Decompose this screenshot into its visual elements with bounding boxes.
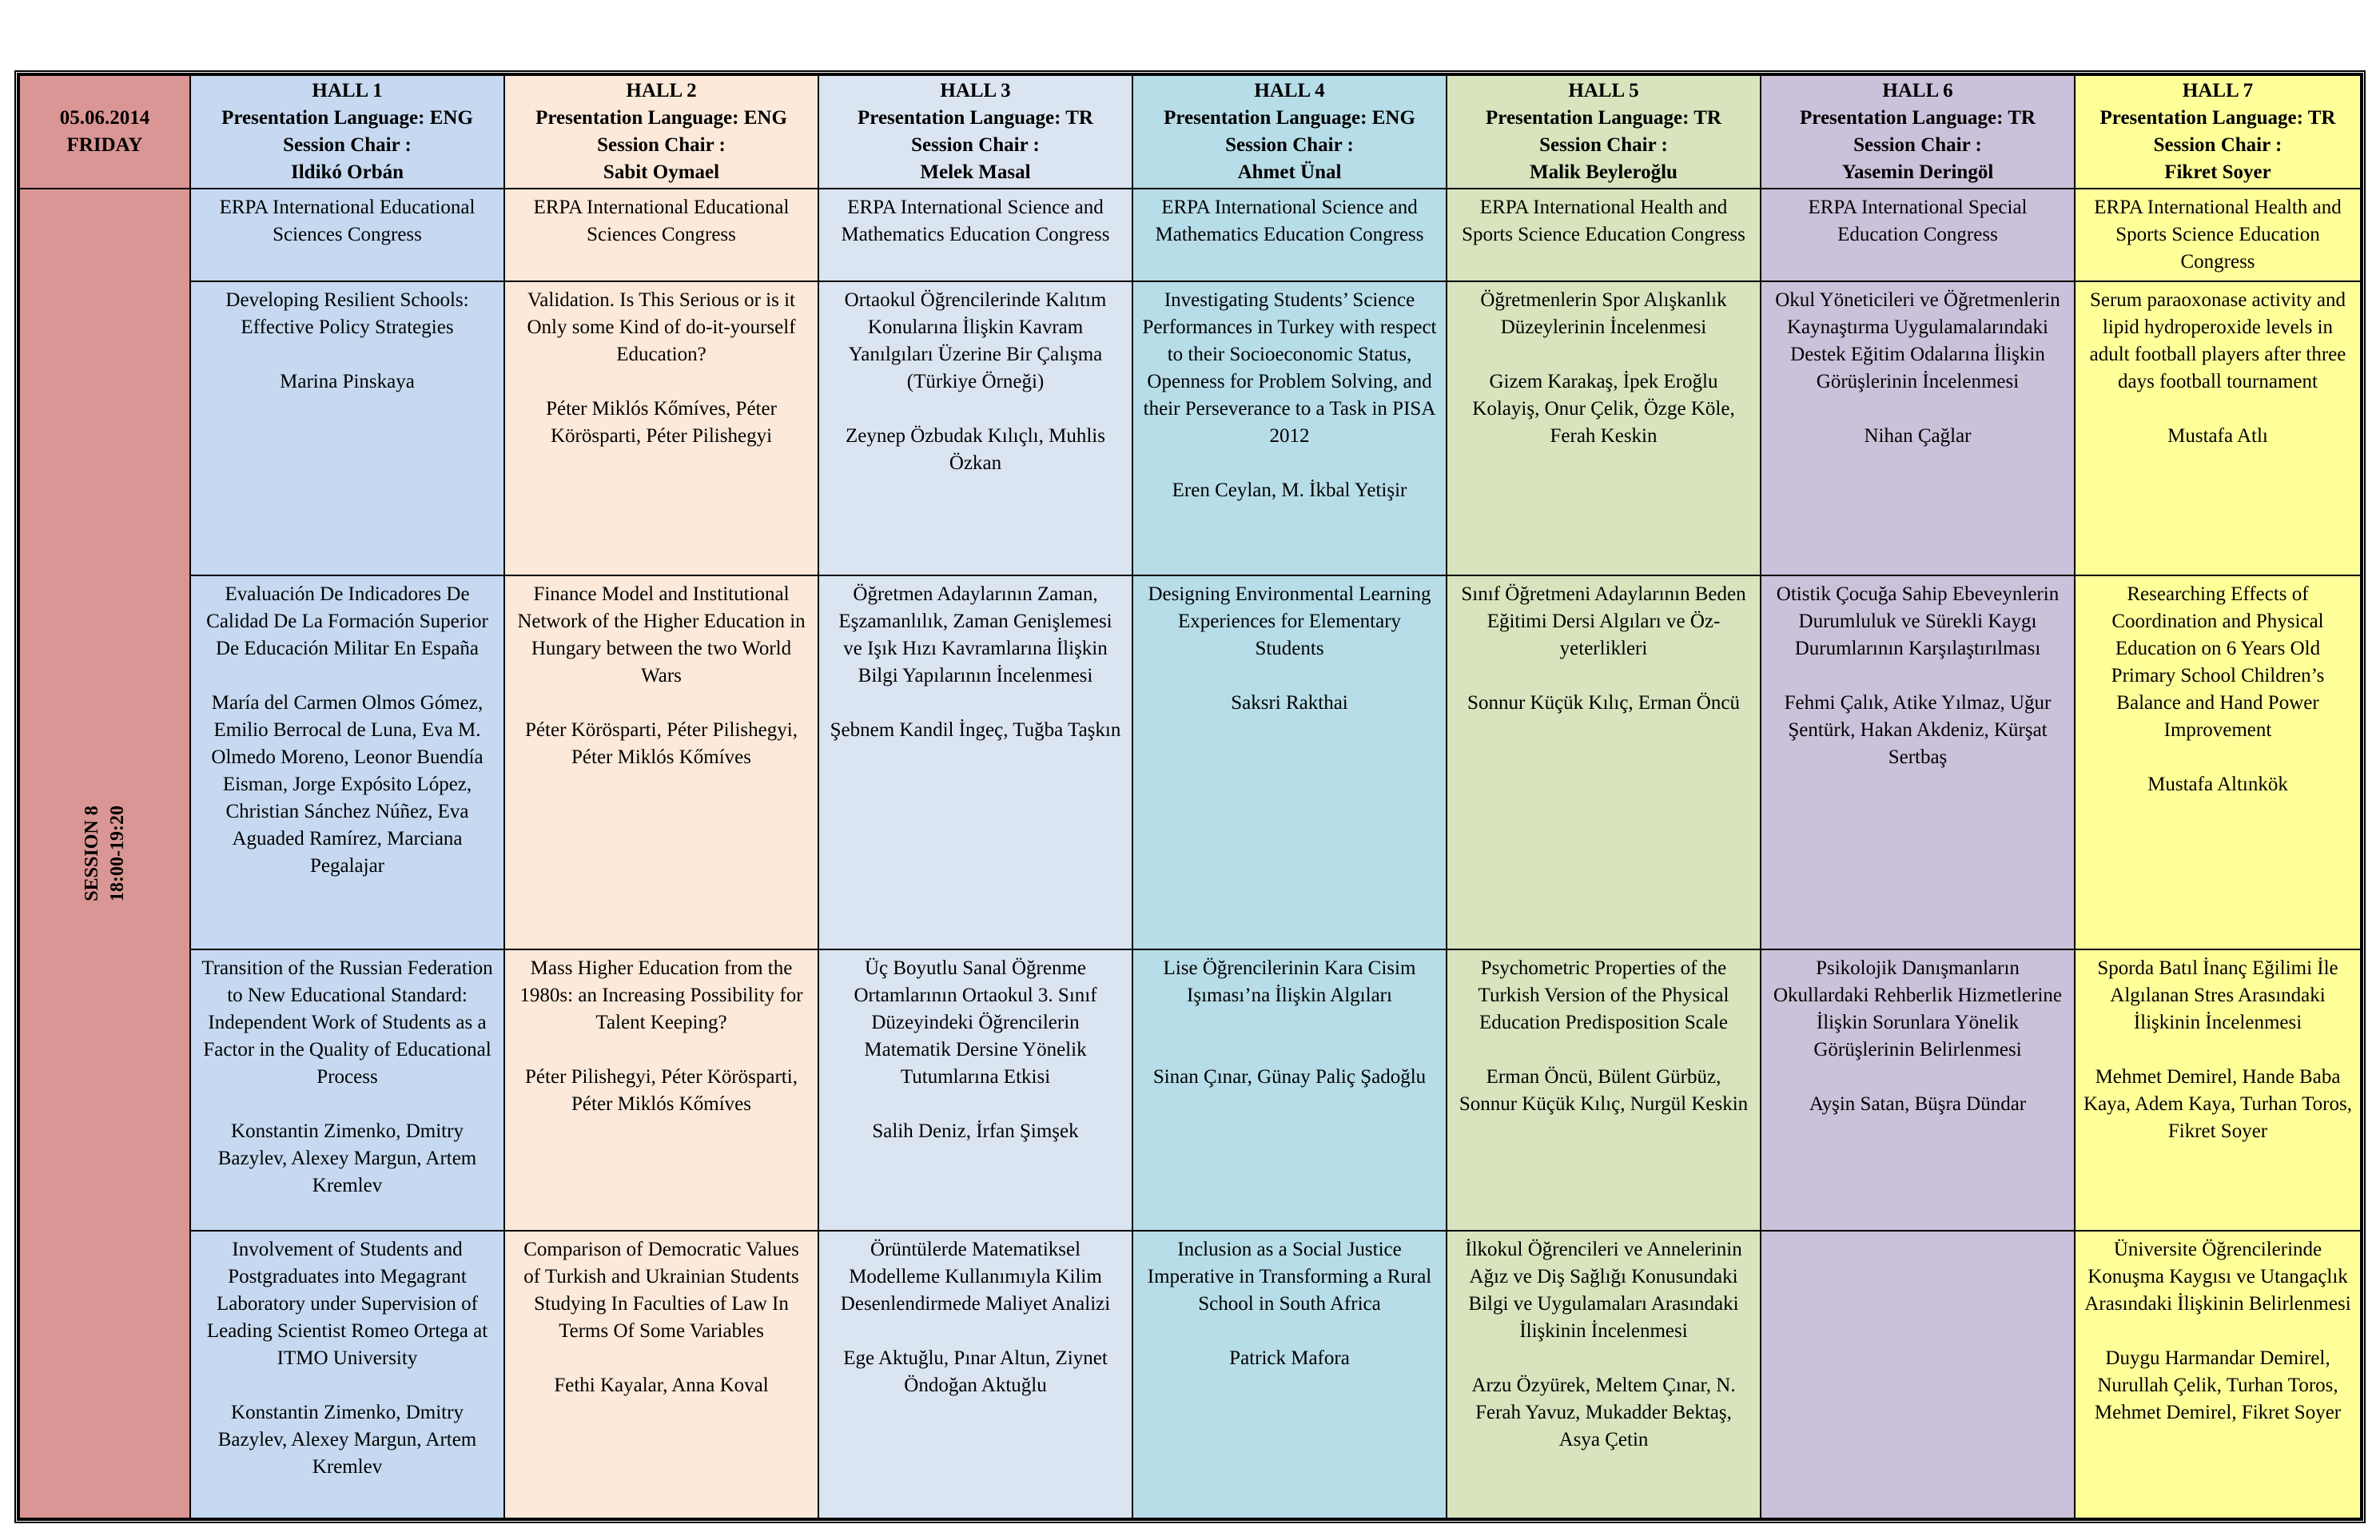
- presentation-cell: [1132, 575, 1447, 949]
- presentation-title: Finance Model and Institutional Network of the Higher Education in Hungary between the two World Wars: [517, 583, 806, 686]
- session-chair-name: Malik Beyleroğlu: [1530, 161, 1678, 183]
- presentation-authors: Patrick Mafora: [1229, 1347, 1350, 1369]
- spacer: [513, 368, 810, 396]
- hall-header-7: [2075, 75, 2361, 189]
- spacer: [827, 690, 1124, 717]
- presentation-cell: [1132, 1231, 1447, 1518]
- spacer: [199, 341, 496, 368]
- presentation-authors: Ayşin Satan, Büşra Dündar: [1809, 1093, 2027, 1115]
- session-cell: [19, 189, 190, 1518]
- presentation-title: Mass Higher Education from the 1980s: an Increasing Possibility for Talent Keeping?: [519, 957, 803, 1033]
- presentation-cell: [2075, 281, 2361, 575]
- schedule-frame: [14, 70, 2366, 1523]
- presentation-title: Investigating Students’ Science Performances in Turkey with respect to their Socioeconomic Status, Openness for Problem Solving, and their Perseverance to a Task in PISA 2012: [1142, 289, 1437, 447]
- presentation-cell: [1132, 281, 1447, 575]
- session-time: 18:00-19:20: [107, 806, 128, 901]
- presentation-title: Okul Yöneticileri ve Öğretmenlerin Kaynaştırma Uygulamalarındaki Destek Eğitim Odalarına İlişkin Görüşlerinin İncelenmesi: [1775, 289, 2060, 392]
- presentation-cell: [2075, 1231, 2361, 1518]
- hall-name: HALL 3: [940, 80, 1011, 101]
- presentation-cell: [2075, 949, 2361, 1231]
- hall-language: Presentation Language: TR: [2099, 107, 2336, 129]
- spacer: [1141, 450, 1438, 477]
- presentation-authors: Mehmet Demirel, Hande Baba Kaya, Adem Kaya, Turhan Toros, Fikret Soyer: [2083, 1066, 2352, 1142]
- presentation-authors: Mustafa Atlı: [2167, 425, 2268, 447]
- hall-name: HALL 6: [1882, 80, 1953, 101]
- spacer: [2083, 744, 2352, 771]
- presentation-cell: [190, 949, 504, 1231]
- congress-cell-2: ERPA International Educational Sciences Congress: [504, 189, 818, 281]
- presentation-authors: Sonnur Küçük Kılıç, Erman Öncü: [1467, 692, 1740, 714]
- date-cell: [19, 75, 190, 189]
- presentation-cell: [1761, 281, 2075, 575]
- spacer: [1455, 1037, 1752, 1064]
- spacer: [1141, 663, 1438, 690]
- presentation-cell: [190, 281, 504, 575]
- presentation-title: İlkokul Öğrencileri ve Annelerinin Ağız ve Diş Sağlığı Konusundaki Bilgi ve Uygulamaları Arasındaki İlişkinin İncelenmesi: [1465, 1239, 1742, 1342]
- presentation-authors: Nihan Çağlar: [1864, 425, 1972, 447]
- spacer: [1141, 1037, 1438, 1064]
- presentation-cell: [2075, 575, 2361, 949]
- session-chair-name: Sabit Oymael: [603, 161, 720, 183]
- hall-language: Presentation Language: ENG: [221, 107, 473, 129]
- presentation-authors: Duygu Harmandar Demirel, Nurullah Çelik, Turhan Toros, Mehmet Demirel, Fikret Soyer: [2094, 1347, 2342, 1423]
- spacer: [199, 1372, 496, 1399]
- hall-header-3: [818, 75, 1132, 189]
- session-number: SESSION 8: [82, 806, 102, 901]
- congress-cell-5: ERPA International Health and Sports Science Education Congress: [1447, 189, 1761, 281]
- presentation-cell: [1447, 281, 1761, 575]
- presentation-title: Researching Effects of Coordination and Physical Education on 6 Years Old Primary School Children’s Balance and Hand Power Improvement: [2111, 583, 2325, 741]
- presentation-title: Psychometric Properties of the Turkish Version of the Physical Education Predisposition Scale: [1478, 957, 1729, 1033]
- hall-header-5: [1447, 75, 1761, 189]
- presentation-authors: Sinan Çınar, Günay Paliç Şadoğlu: [1152, 1066, 1427, 1088]
- congress-cell-7: ERPA International Health and Sports Science Education Congress: [2075, 189, 2361, 281]
- spacer: [513, 1037, 810, 1064]
- spacer: [2083, 396, 2352, 423]
- spacer: [827, 1091, 1124, 1118]
- presentation-cell: [504, 281, 818, 575]
- spacer: [2083, 1318, 2352, 1345]
- presentation-cell: [504, 575, 818, 949]
- hall-language: Presentation Language: TR: [858, 107, 1093, 129]
- hall-name: HALL 4: [1254, 80, 1325, 101]
- presentation-title: Evaluación De Indicadores De Calidad De La Formación Superior De Educación Militar En España: [206, 583, 488, 659]
- presentation-cell: [504, 949, 818, 1231]
- spacer: [1769, 396, 2066, 423]
- presentation-authors: Şebnem Kandil İngeç, Tuğba Taşkın: [830, 719, 1121, 741]
- presentation-title: Örüntülerde Matematiksel Modelleme Kullanımıyla Kilim Desenlendirmede Maliyet Analizi: [840, 1239, 1111, 1315]
- presentation-title: Transition of the Russian Federation to New Educational Standard: Independent Work of Students as a Factor in the Quality of Educational Process: [201, 957, 493, 1088]
- presentation-cell: [818, 575, 1132, 949]
- presentation-title: Inclusion as a Social Justice Imperative in Transforming a Rural School in South Africa: [1147, 1239, 1432, 1315]
- spacer: [1141, 1009, 1438, 1037]
- presentation-title: Sporda Batıl İnanç Eğilimi İle Algılanan Stres Arasındaki İlişkinin İncelenmesi: [2097, 957, 2338, 1033]
- hall-language: Presentation Language: TR: [1486, 107, 1721, 129]
- presentation-authors: Salih Deniz, İrfan Şimşek: [872, 1120, 1079, 1142]
- spacer: [513, 690, 810, 717]
- presentation-authors: Fehmi Çalık, Atike Yılmaz, Uğur Şentürk, Hakan Akdeniz, Kürşat Sertbaş: [1784, 692, 2052, 768]
- presentation-authors: María del Carmen Olmos Gómez, Emilio Berrocal de Luna, Eva M. Olmedo Moreno, Leonor Buendía Eisman, Jorge Expósito López, Christian Sánchez Núñez, Eva Aguaded Ramírez, Marciana Pegalajar: [211, 692, 484, 877]
- hall-language: Presentation Language: ENG: [1164, 107, 1415, 129]
- presentation-cell: [818, 949, 1132, 1231]
- presentation-title: Öğretmenlerin Spor Alışkanlık Düzeylerinin İncelenmesi: [1480, 289, 1727, 338]
- presentation-authors: Arzu Özyürek, Meltem Çınar, N. Ferah Yavuz, Mukadder Bektaş, Asya Çetin: [1471, 1375, 1736, 1450]
- presentation-authors: Zeynep Özbudak Kılıçlı, Muhlis Özkan: [846, 425, 1105, 474]
- congress-cell-4: ERPA International Science and Mathematics Education Congress: [1132, 189, 1447, 281]
- spacer: [199, 663, 496, 690]
- hall-name: HALL 2: [626, 80, 697, 101]
- hall-header-2: [504, 75, 818, 189]
- presentation-cell: [818, 1231, 1132, 1518]
- hall-header-6: [1761, 75, 2075, 189]
- spacer: [827, 396, 1124, 423]
- presentation-authors: Konstantin Zimenko, Dmitry Bazylev, Alexey Margun, Artem Kremlev: [217, 1120, 477, 1196]
- hall-language: Presentation Language: ENG: [535, 107, 787, 129]
- spacer: [1141, 1318, 1438, 1345]
- presentation-title: Comparison of Democratic Values of Turkish and Ukrainian Students Studying In Faculties of Law In Terms Of Some Variables: [523, 1239, 799, 1342]
- spacer: [1455, 1345, 1752, 1372]
- presentation-cell: [1132, 949, 1447, 1231]
- hall-header-1: [190, 75, 504, 189]
- hall-language: Presentation Language: TR: [1800, 107, 2036, 129]
- presentation-authors: Péter Körösparti, Péter Pilishegyi, Péter Miklós Kőmíves: [525, 719, 798, 768]
- date-text: 05.06.2014: [59, 107, 150, 129]
- presentation-title: Validation. Is This Serious or is it Only some Kind of do-it-yourself Education?: [527, 289, 796, 365]
- spacer: [2083, 1037, 2352, 1064]
- schedule-table: [18, 74, 2362, 1519]
- session-chair-label: Session Chair :: [597, 134, 726, 156]
- hall-name: HALL 5: [1568, 80, 1639, 101]
- congress-cell-6: ERPA International Special Education Congress: [1761, 189, 2075, 281]
- presentation-authors: Saksri Rakthai: [1231, 692, 1348, 714]
- spacer: [1769, 1064, 2066, 1091]
- presentation-title: Sınıf Öğretmeni Adaylarının Beden Eğitimi Dersi Algıları ve Öz-yeterlikleri: [1461, 583, 1746, 659]
- presentation-cell: [1761, 949, 2075, 1231]
- spacer: [199, 1091, 496, 1118]
- presentation-cell: [190, 575, 504, 949]
- presentation-authors: Eren Ceylan, M. İkbal Yetişir: [1172, 480, 1407, 501]
- presentation-cell: [190, 1231, 504, 1518]
- presentation-cell: [1447, 1231, 1761, 1518]
- presentation-authors: Fethi Kayalar, Anna Koval: [554, 1375, 769, 1396]
- session-chair-name: Yasemin Deringöl: [1841, 161, 1994, 183]
- presentation-cell: [1447, 575, 1761, 949]
- spacer: [1769, 663, 2066, 690]
- presentation-authors: Péter Pilishegyi, Péter Körösparti, Péter Miklós Kőmíves: [525, 1066, 798, 1115]
- presentation-title: Involvement of Students and Postgraduates into Megagrant Laboratory under Supervision of Leading Scientist Romeo Ortega at ITMO University: [206, 1239, 488, 1369]
- presentation-title: Developing Resilient Schools: Effective Policy Strategies: [225, 289, 469, 338]
- spacer: [827, 1318, 1124, 1345]
- session-chair-name: Ahmet Ünal: [1237, 161, 1342, 183]
- session-chair-name: Ildikó Orbán: [290, 161, 404, 183]
- session-chair-label: Session Chair :: [1853, 134, 1982, 156]
- presentation-authors: Ege Aktuğlu, Pınar Altun, Ziynet Öndoğan Aktuğlu: [843, 1347, 1108, 1396]
- spacer: [513, 1345, 810, 1372]
- presentation-cell: [1447, 949, 1761, 1231]
- hall-name: HALL 1: [312, 80, 383, 101]
- presentation-cell: [818, 281, 1132, 575]
- presentation-authors: Marina Pinskaya: [280, 371, 415, 392]
- presentation-authors: Konstantin Zimenko, Dmitry Bazylev, Alexey Margun, Artem Kremlev: [217, 1402, 477, 1478]
- presentation-title: Lise Öğrencilerinin Kara Cisim Işıması’na İlişkin Algıları: [1163, 957, 1416, 1006]
- congress-cell-3: ERPA International Science and Mathematics Education Congress: [818, 189, 1132, 281]
- presentation-title: Ortaokul Öğrencilerinde Kalıtım Konularına İlişkin Kavram Yanılgıları Üzerine Bir Çalışma (Türkiye Örneği): [844, 289, 1107, 392]
- presentation-title: Psikolojik Danışmanların Okullardaki Rehberlik Hizmetlerine İlişkin Sorunlara Yönelik Görüşlerinin Belirlenmesi: [1773, 957, 2062, 1060]
- presentation-cell: [1761, 1231, 2075, 1518]
- hall-header-4: [1132, 75, 1447, 189]
- session-chair-label: Session Chair :: [283, 134, 412, 156]
- presentation-title: Üniversite Öğrencilerinde Konuşma Kaygısı ve Utangaçlık Arasındaki İlişkinin Belirlenmesi: [2084, 1239, 2351, 1315]
- presentation-title: Öğretmen Adaylarının Zaman, Eşzamanlılık, Zaman Genişlemesi ve Işık Hızı Kavramlarına İlişkin Bilgi Yapılarının İncelenmesi: [838, 583, 1112, 686]
- session-chair-label: Session Chair :: [2153, 134, 2282, 156]
- presentation-authors: Erman Öncü, Bülent Gürbüz, Sonnur Küçük Kılıç, Nurgül Keskin: [1459, 1066, 1749, 1115]
- weekday-text: FRIDAY: [66, 134, 143, 156]
- session-chair-label: Session Chair :: [1539, 134, 1668, 156]
- session-chair-name: Fikret Soyer: [2164, 161, 2271, 183]
- session-chair-label: Session Chair :: [1225, 134, 1354, 156]
- congress-cell-1: ERPA International Educational Sciences Congress: [190, 189, 504, 281]
- presentation-cell: [504, 1231, 818, 1518]
- presentation-authors: Gizem Karakaş, İpek Eroğlu Kolayiş, Onur Çelik, Özge Köle, Ferah Keskin: [1472, 371, 1735, 447]
- presentation-title: Üç Boyutlu Sanal Öğrenme Ortamlarının Ortaokul 3. Sınıf Düzeyindeki Öğrencilerin Matematik Dersine Yönelik Tutumlarına Etkisi: [854, 957, 1097, 1088]
- presentation-cell: [1761, 575, 2075, 949]
- presentation-authors: Mustafa Altınkök: [2147, 774, 2288, 795]
- session-chair-label: Session Chair :: [911, 134, 1040, 156]
- presentation-title: Otistik Çocuğa Sahip Ebeveynlerin Durumluluk ve Sürekli Kaygı Durumlarının Karşılaştırılması: [1776, 583, 2060, 659]
- spacer: [1455, 341, 1752, 368]
- presentation-title: Serum paraoxonase activity and lipid hydroperoxide levels in adult football players after three days football tournament: [2089, 289, 2346, 392]
- presentation-title: Designing Environmental Learning Experiences for Elementary Students: [1148, 583, 1431, 659]
- session-label: [79, 806, 130, 901]
- session-chair-name: Melek Masal: [920, 161, 1031, 183]
- presentation-authors: Péter Miklós Kőmíves, Péter Körösparti, Péter Pilishegyi: [546, 398, 777, 447]
- spacer: [1455, 663, 1752, 690]
- hall-name: HALL 7: [2182, 80, 2254, 101]
